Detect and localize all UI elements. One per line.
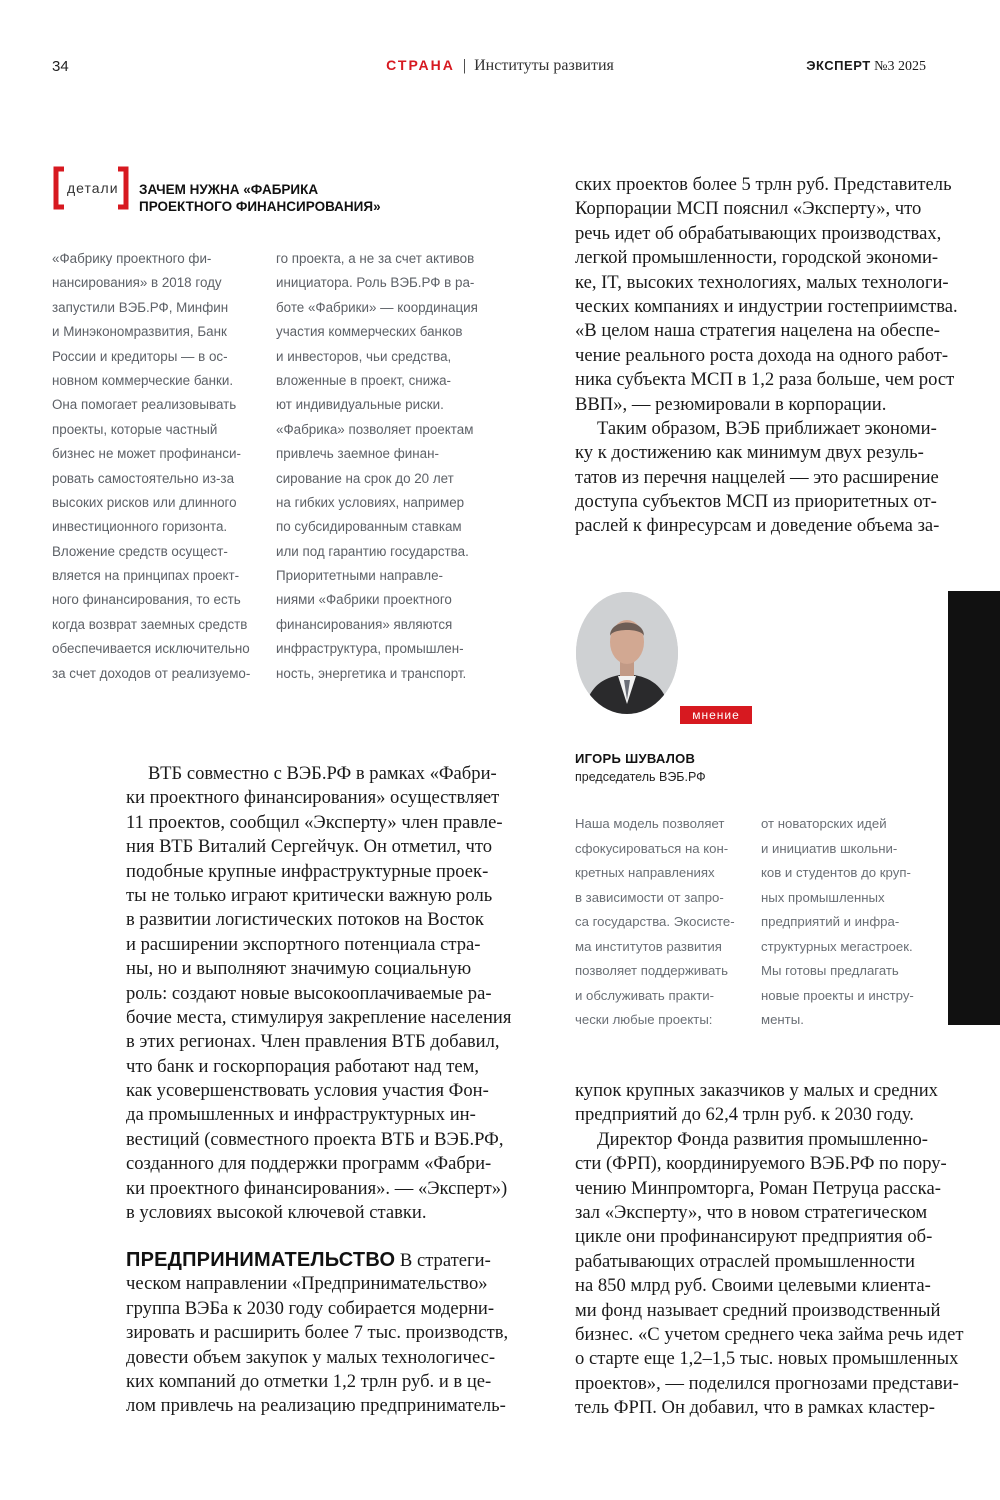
magazine-name: ЭКСПЕРТ bbox=[806, 58, 871, 73]
text-line: и расширении экспортного потенциала стра- bbox=[126, 933, 481, 955]
article-right-bottom bbox=[575, 1079, 964, 1420]
text-line: ты не только играют критически важную роль bbox=[126, 884, 493, 906]
text-line: новном коммерческие банки. bbox=[52, 372, 234, 388]
text-line: привлечь заемное финан- bbox=[276, 446, 439, 462]
text-line: кретных направлениях bbox=[575, 865, 715, 880]
text-line: 11 проектов, сообщил «Эксперту» член правле- bbox=[126, 811, 503, 833]
text-line: на гибких условиях, например bbox=[276, 494, 465, 510]
text-line: новые проекты и инстру- bbox=[761, 987, 914, 1003]
details-tag: детали bbox=[67, 180, 119, 196]
text-line: Корпорации МСП пояснил «Эксперту», что bbox=[575, 198, 922, 220]
speaker-name: ИГОРЬ ШУВАЛОВ bbox=[575, 751, 696, 766]
magazine-issue bbox=[806, 58, 926, 75]
text-line: высоких рисков или длинного bbox=[52, 494, 237, 510]
text-line: проектов», — поделился прогнозами представи- bbox=[575, 1372, 959, 1394]
details-title-line: ПРОЕКТНОГО ФИНАНСИРОВАНИЯ» bbox=[139, 199, 381, 214]
text-line: раслей к финресурсам и доведение объема за- bbox=[575, 515, 940, 537]
text-line: «Фабрику проектного фи- bbox=[52, 251, 212, 266]
text-line: вестиций (совместного проекта ВТБ и ВЭБ.РФ, bbox=[126, 1128, 504, 1150]
details-title bbox=[139, 181, 381, 215]
text-line: чески любые проекты: bbox=[575, 1012, 713, 1027]
text-line: роль: создают новые высокооплачиваемые ра- bbox=[126, 982, 492, 1004]
text-line: ми фонд называет средний производственный bbox=[575, 1299, 941, 1321]
text-line: России и кредиторы — в ос- bbox=[52, 348, 228, 364]
text-line: инициатора. Роль ВЭБ.РФ в ра- bbox=[276, 275, 475, 291]
text-line: ных промышленных bbox=[761, 889, 885, 905]
opinion-column-2 bbox=[761, 812, 914, 1033]
text-line: рабатывающих отраслей промышленности bbox=[575, 1250, 915, 1272]
details-column-1 bbox=[52, 247, 262, 686]
text-line: са государства. Экосисте- bbox=[575, 914, 735, 929]
text-line: ниями «Фабрики проектного bbox=[276, 592, 452, 608]
text-line: речь идет об обрабатывающих производствах, bbox=[575, 222, 942, 244]
text-line: вложенные в проект, снижа- bbox=[276, 372, 452, 388]
text-line: «Фабрика» позволяет проектам bbox=[276, 421, 474, 437]
text-line: в условиях высокой ключевой ставки. bbox=[126, 1202, 427, 1224]
text-line: как усовершенствовать условия участия Фон- bbox=[126, 1080, 489, 1102]
text-line: бизнес. «С учетом среднего чека займа речь идет bbox=[575, 1323, 964, 1345]
text-line: за счет доходов от реализуемо- bbox=[52, 665, 251, 681]
text-line: на 850 млрд руб. Своими целевыми клиента- bbox=[575, 1275, 931, 1297]
opinion-column-1 bbox=[575, 812, 735, 1033]
text-line: созданного для поддержки программ «Фабри- bbox=[126, 1153, 492, 1175]
text-line: по субсидированным ставкам bbox=[276, 519, 462, 535]
heading-continuation: В стратеги- bbox=[395, 1250, 491, 1271]
text-line: сфокусироваться на кон- bbox=[575, 840, 729, 856]
text-line: ВВП», — резюмировали в корпорации. bbox=[575, 393, 887, 415]
text-line: доступа субъектов МСП из приоритетных от- bbox=[575, 491, 937, 513]
text-line: ких компаний до отметки 1,2 трлн руб. и в це- bbox=[126, 1370, 492, 1392]
text-line: позволяет поддерживать bbox=[575, 963, 728, 978]
text-line: и Минэкономразвития, Банк bbox=[52, 324, 227, 340]
text-line: в этих регионах. Член правления ВТБ добавил, bbox=[126, 1031, 500, 1053]
text-line: группа ВЭБа к 2030 году собирается модерни- bbox=[126, 1297, 495, 1319]
text-line: структурных мегастроек. bbox=[761, 938, 913, 954]
text-line: ки проектного финансирования». — «Эксперт») bbox=[126, 1177, 508, 1199]
text-line: ния ВТБ Виталий Сергейчук. Он отметил, что bbox=[126, 836, 493, 858]
text-line: ма институтов развития bbox=[575, 938, 722, 954]
paragraph-line bbox=[126, 1248, 508, 1272]
text-line: о старте еще 1,2–1,5 тыс. новых промышленных bbox=[575, 1348, 959, 1370]
text-line: Мы готовы предлагать bbox=[761, 963, 899, 978]
text-line: ческих компаниях и индустрии гостеприимства. bbox=[575, 295, 958, 317]
text-line: и инвесторов, чьи средства, bbox=[276, 348, 452, 364]
text-line: ке, IT, высоких технологиях, малых технологи- bbox=[575, 271, 949, 293]
text-line: Таким образом, ВЭБ приближает экономи- bbox=[597, 417, 937, 439]
left-bottom-lines bbox=[126, 1272, 508, 1418]
text-line: ВТБ совместно с ВЭБ.РФ в рамках «Фабри- bbox=[148, 763, 497, 784]
text-line: ку к достижению как минимум двух резуль- bbox=[575, 442, 924, 464]
text-line: купок крупных заказчиков у малых и средних bbox=[575, 1080, 938, 1101]
section-heading: ПРЕДПРИНИМАТЕЛЬСТВО bbox=[126, 1249, 396, 1271]
text-line: Приоритетными направле- bbox=[276, 568, 443, 584]
text-line: запустили ВЭБ.РФ, Минфин bbox=[52, 299, 229, 315]
text-line: боте «Фабрики» — координация bbox=[276, 299, 478, 315]
text-line: предприятий и инфра- bbox=[761, 914, 900, 929]
details-column-2 bbox=[276, 247, 486, 686]
portrait-image bbox=[576, 592, 678, 714]
text-line: ческом направлении «Предпринимательство» bbox=[126, 1273, 488, 1295]
opinion-tag: мнение bbox=[680, 706, 752, 724]
text-line: нансирования» в 2018 году bbox=[52, 275, 222, 291]
text-line: ют индивидуальные риски. bbox=[276, 397, 444, 413]
text-line: Вложение средств осущест- bbox=[52, 543, 228, 559]
text-line: ника субъекта МСП в 1,2 раза больше, чем рост bbox=[575, 369, 955, 391]
text-line: участия коммерческих банков bbox=[276, 324, 463, 340]
text-line: вляется на принципах проект- bbox=[52, 568, 240, 584]
text-line: предприятий до 62,4 трлн руб. к 2030 году. bbox=[575, 1104, 914, 1126]
section-label: СТРАНА bbox=[386, 57, 455, 73]
text-line: цикле они профинансируют предприятия об- bbox=[575, 1226, 933, 1248]
text-line: ки проектного финансирования» осуществляет bbox=[126, 787, 500, 809]
text-line: ков и студентов до круп- bbox=[761, 865, 911, 880]
text-line: ность, энергетика и транспорт. bbox=[276, 665, 467, 681]
page-number: 34 bbox=[52, 58, 69, 75]
text-line: в зависимости от запро- bbox=[575, 889, 724, 905]
text-line: и инициатив школьни- bbox=[761, 840, 898, 856]
speaker-role: председатель ВЭБ.РФ bbox=[575, 770, 706, 784]
text-line: инфраструктура, промышлен- bbox=[276, 641, 464, 657]
text-line: ских проектов более 5 трлн руб. Представитель bbox=[575, 174, 952, 195]
text-line: и обслуживать практи- bbox=[575, 987, 714, 1003]
article-left-bottom bbox=[126, 1248, 508, 1419]
article-right-top bbox=[575, 173, 958, 539]
details-title-line: ЗАЧЕМ НУЖНА «ФАБРИКА bbox=[139, 182, 319, 197]
text-line: Наша модель позволяет bbox=[575, 816, 725, 831]
text-line: Директор Фонда развития промышленно- bbox=[597, 1128, 928, 1150]
text-line: Она помогает реализовывать bbox=[52, 397, 237, 413]
text-line: обеспечивается исключительно bbox=[52, 641, 250, 657]
text-line: тель ФРП. Он добавил, что в рамках кластер- bbox=[575, 1397, 935, 1419]
text-line: менты. bbox=[761, 1012, 804, 1027]
text-line: чение реального роста дохода на одного работ- bbox=[575, 344, 949, 366]
text-line: в развитии логистических потоков на Восток bbox=[126, 909, 484, 931]
text-line: что банк и госкорпорация работают над тем, bbox=[126, 1055, 480, 1077]
issue-number: №3 2025 bbox=[874, 59, 926, 74]
text-line: от новаторских идей bbox=[761, 816, 887, 831]
text-line: легкой промышленности, городской экономи- bbox=[575, 247, 939, 269]
rubric-label: Институты развития bbox=[474, 57, 614, 74]
text-line: ного финансирования, то есть bbox=[52, 592, 241, 608]
text-line: зировать и расширить более 7 тыс. производств, bbox=[126, 1322, 509, 1344]
text-line: финансирования» являются bbox=[276, 616, 453, 632]
text-line: сти (ФРП), координируемого ВЭБ.РФ по пору- bbox=[575, 1153, 947, 1175]
text-line: лом привлечь на реализацию предприниматель- bbox=[126, 1395, 506, 1417]
text-line: сирование на срок до 20 лет bbox=[276, 470, 454, 486]
speaker-portrait bbox=[576, 592, 678, 714]
text-line: подобные крупные инфраструктурные проек- bbox=[126, 860, 489, 882]
text-line: или под гарантию государства. bbox=[276, 543, 469, 559]
text-line: довести объем закупок у малых технологичес- bbox=[126, 1346, 496, 1368]
text-line: ны, но и выполняют значимую социальную bbox=[126, 958, 472, 980]
text-line: татов из перечня наццелей — это расширение bbox=[575, 466, 939, 488]
text-line: го проекта, а не за счет активов bbox=[276, 251, 475, 266]
text-line: зал «Эксперту», что в новом стратегическом bbox=[575, 1201, 928, 1223]
header-separator: | bbox=[462, 57, 467, 74]
article-left-main bbox=[126, 762, 511, 1225]
text-line: ровать самостоятельно из-за bbox=[52, 470, 235, 486]
text-line: инвестиционного горизонта. bbox=[52, 519, 228, 535]
text-line: когда возврат заемных средств bbox=[52, 616, 248, 632]
text-line: да промышленных и инфраструктурных ин- bbox=[126, 1104, 476, 1126]
text-line: бочие места, стимулируя закрепление населения bbox=[126, 1006, 512, 1028]
text-line: бизнес не может профинанси- bbox=[52, 446, 241, 462]
text-line: проекты, которые частный bbox=[52, 421, 218, 437]
text-line: чению Минпромторга, Роман Петруца расска- bbox=[575, 1177, 941, 1199]
edge-tab bbox=[948, 591, 1000, 1025]
text-line: «В целом наша стратегия нацелена на обеспе- bbox=[575, 320, 940, 342]
